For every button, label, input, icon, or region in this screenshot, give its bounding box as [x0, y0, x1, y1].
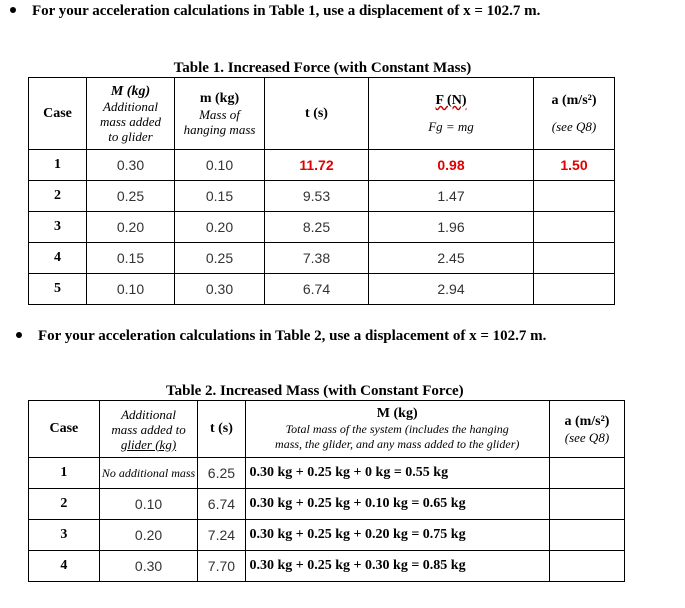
table1-header-row	[29, 78, 615, 150]
table-row: 2 0.25 0.15 9.53 1.47	[29, 181, 615, 212]
table2-header-case: Case	[29, 401, 100, 458]
table1-header-case: Case	[29, 78, 87, 150]
table2-a-cell[interactable]	[549, 520, 624, 551]
table2	[28, 400, 625, 582]
table1-caption: Table 1. Increased Force (with Constant Mass)	[173, 60, 472, 76]
table1	[28, 77, 615, 305]
table2-a-cell[interactable]	[549, 489, 624, 520]
table1-header-t: t (s)	[265, 78, 369, 150]
table2-header-M: M (kg) Total mass of the system (includes the hanging mass, the glider, and any mass added to the glider)	[245, 401, 549, 458]
table2-header-a: a (m/s²) (see Q8)	[549, 401, 624, 458]
table-row: 3 0.20 7.24 0.30 kg + 0.25 kg + 0.20 kg = 0.75 kg	[29, 520, 625, 551]
table1-header-F: F (N) Fg = mg	[369, 78, 534, 150]
instruction-bullet-1: For your acceleration calculations in Table 1, use a displacement of x = 102.7 m.	[10, 3, 540, 20]
table-row: 5 0.10 0.30 6.74 2.94	[29, 274, 615, 305]
table2-header-added: Additional mass added to glider (kg)	[99, 401, 198, 458]
table1-header-m: m (kg) Mass of hanging mass	[175, 78, 265, 150]
table-row: 3 0.20 0.20 8.25 1.96	[29, 212, 615, 243]
table2-a-cell[interactable]	[549, 551, 624, 582]
bullet-icon	[10, 7, 16, 13]
bullet-icon	[16, 332, 22, 338]
table1-header-M: M (kg) Additional mass added to glider	[87, 78, 175, 150]
table-row: 1 0.30 0.10 11.72 0.98 1.50	[29, 150, 615, 181]
table-row: 1 No additional mass 6.25 0.30 kg + 0.25 kg + 0 kg = 0.55 kg	[29, 458, 625, 489]
instruction-bullet-2: For your acceleration calculations in Table 2, use a displacement of x = 102.7 m.	[16, 328, 546, 345]
table2-header-t: t (s)	[198, 401, 245, 458]
table-row: 4 0.15 0.25 7.38 2.45	[29, 243, 615, 274]
table2-header-row	[29, 401, 625, 458]
table1-header-a: a (m/s²) (see Q8)	[534, 78, 615, 150]
table2-caption: Table 2. Increased Mass (with Constant Force)	[166, 383, 464, 399]
table-row: 4 0.30 7.70 0.30 kg + 0.25 kg + 0.30 kg = 0.85 kg	[29, 551, 625, 582]
table2-a-cell[interactable]	[549, 458, 624, 489]
table-row: 2 0.10 6.74 0.30 kg + 0.25 kg + 0.10 kg = 0.65 kg	[29, 489, 625, 520]
